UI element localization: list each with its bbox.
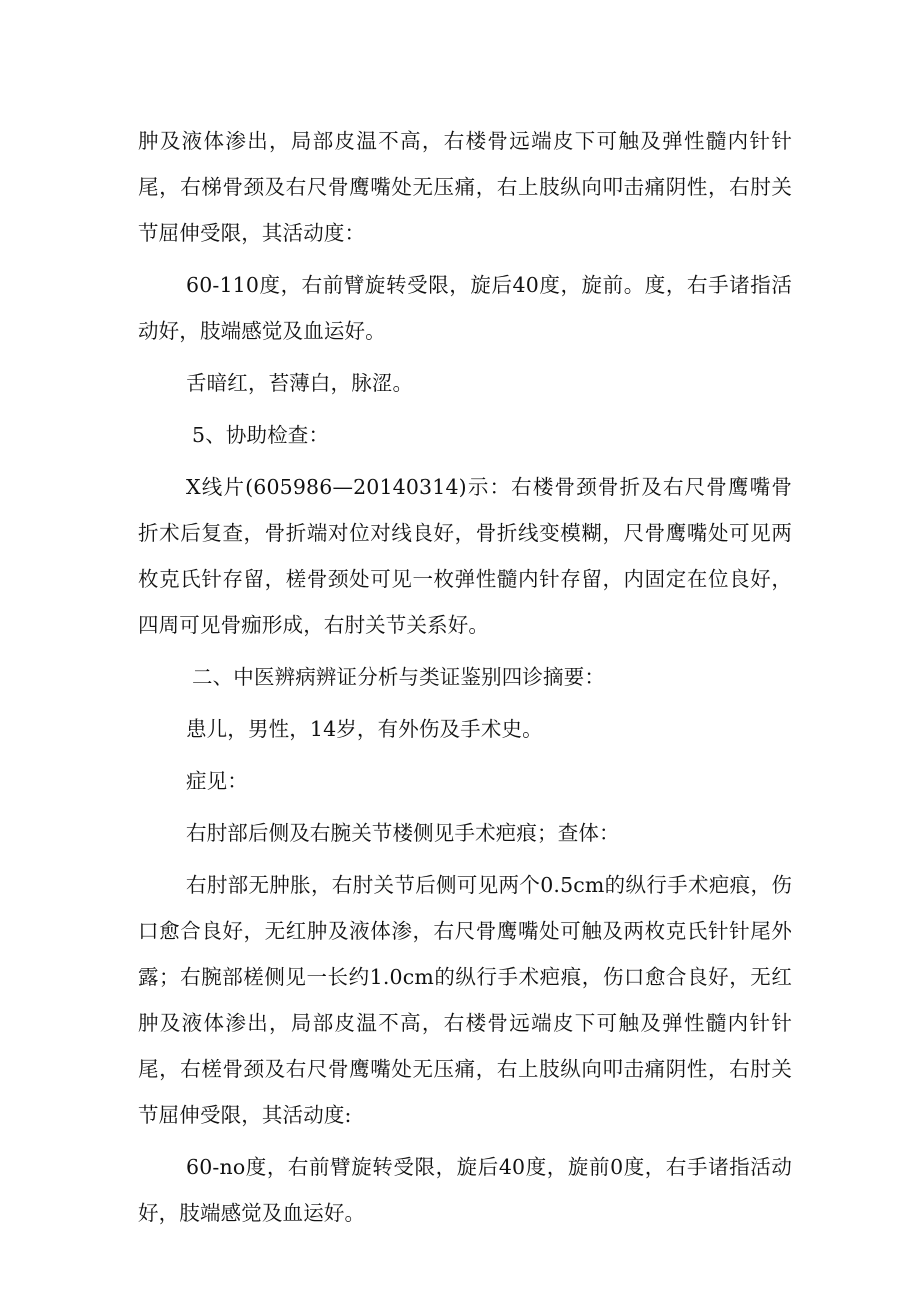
paragraph-tongue-pulse: 舌暗红，苔薄白，脉涩。 bbox=[186, 371, 414, 395]
paragraph-xray: X线片(605986—20140314)示：右楼骨颈骨折及右尺骨鹰嘴骨折术后复查，骨折端对位对线良好，骨折线变模糊，尺骨鹰嘴处可见两枚克氏针存留，槎骨颈处可见一枚弹性髓内针存留，内固定在位良好，四周可见骨痂形成，右肘关节关系好。 bbox=[138, 475, 792, 637]
paragraph-range-of-motion: 60-110度，右前臂旋转受限，旋后40度，旋前。度，右手诸指活动好，肢端感觉及血运好。 bbox=[138, 273, 792, 343]
paragraph-range-of-motion-2: 60-no度，右前臂旋转受限，旋后40度，旋前0度，右手诸指活动好，肢端感觉及血运好。 bbox=[138, 1155, 792, 1225]
section-heading-tcm-analysis: 二、中医辨病辨证分析与类证鉴别四诊摘要： bbox=[192, 665, 605, 689]
paragraph-symptoms-label: 症见： bbox=[186, 769, 248, 793]
section-heading-auxiliary-exam: 5、协助检查： bbox=[192, 423, 330, 447]
paragraph-exam-continued: 肿及液体渗出，局部皮温不高，右楼骨远端皮下可触及弹性髓内针针尾，右梯骨颈及右尺骨鹰嘴处无压痛，右上肢纵向叩击痛阴性，右肘关节屈伸受限，其活动度： bbox=[138, 129, 792, 245]
paragraph-patient-info: 患儿，男性，14岁，有外伤及手术史。 bbox=[186, 717, 543, 741]
paragraph-scars: 右肘部后侧及右腕关节楼侧见手术疤痕；查体： bbox=[186, 821, 620, 845]
paragraph-physical-exam: 右肘部无肿胀，右肘关节后侧可见两个0.5cm的纵行手术疤痕，伤口愈合良好，无红肿及液体渗，右尺骨鹰嘴处可触及两枚克氏针针尾外露；右腕部槎侧见一长约1.0cm的纵行手术疤痕，伤口愈合良好，无红肿及液体渗出，局部皮温不高，右楼骨远端皮下可触及弹性髓内针针尾，右槎骨颈及右尺骨鹰嘴处无压痛，右上肢纵向叩击痛阴性，右肘关节屈伸受限，其活动度: bbox=[138, 873, 792, 1127]
